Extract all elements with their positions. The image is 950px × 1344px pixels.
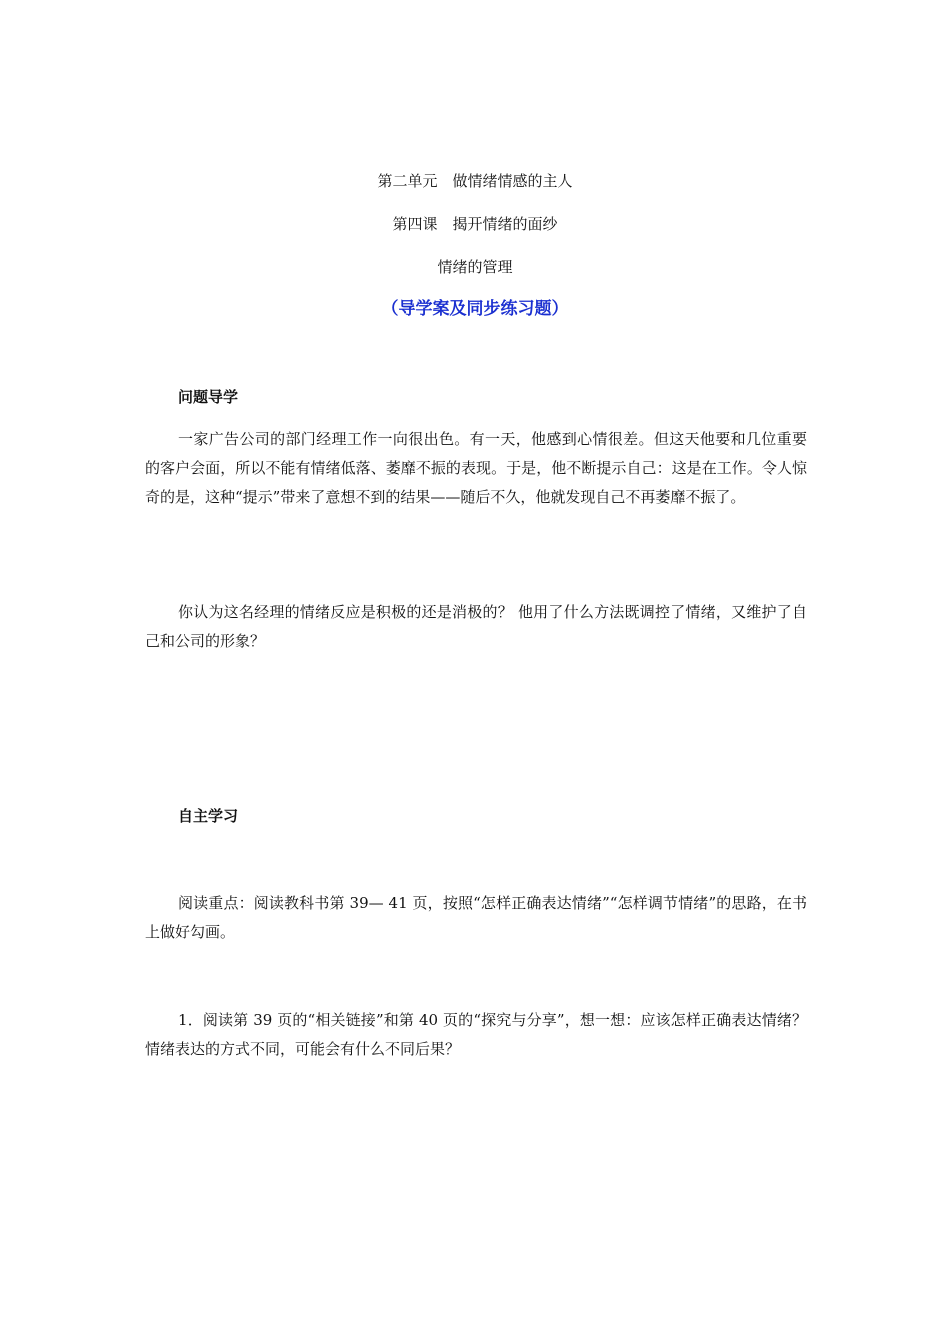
story-paragraph: 一家广告公司的部门经理工作一向很出色。有一天，他感到心情很差。但这天他要和几位重要的客户会面，所以不能有情绪低落、萎靡不振的表现。于是，他不断提示自己：这是在工作。令人惊奇的是，这种“提示”带来了意想不到的结果——随后不久，他就发现自己不再萎靡不振了。 (145, 430, 807, 506)
self-study-heading: 自主学习 (178, 807, 239, 825)
reading-focus-paragraph: 阅读重点：阅读教科书第 39— 41 页，按照“怎样正确表达情绪”“怎样调节情绪”的思路，在书上做好勾画。 (145, 894, 807, 941)
unit-title: 第二单元 做情绪情感的主人 (377, 172, 573, 190)
problem-guide-heading: 问题导学 (178, 388, 239, 406)
guide-subtitle: （导学案及同步练习题） (381, 299, 569, 319)
question-paragraph: 你认为这名经理的情绪反应是积极的还是消极的？ 他用了什么方法既调控了情绪，又维护了自己和公司的形象？ (145, 603, 807, 650)
section-title: 情绪的管理 (437, 258, 513, 276)
question-item-1: 1．阅读第 39 页的“相关链接”和第 40 页的“探究与分享”，想一想：应该怎样正确表达情绪？情绪表达的方式不同，可能会有什么不同后果？ (145, 1011, 807, 1058)
lesson-title: 第四课 揭开情绪的面纱 (392, 215, 558, 233)
